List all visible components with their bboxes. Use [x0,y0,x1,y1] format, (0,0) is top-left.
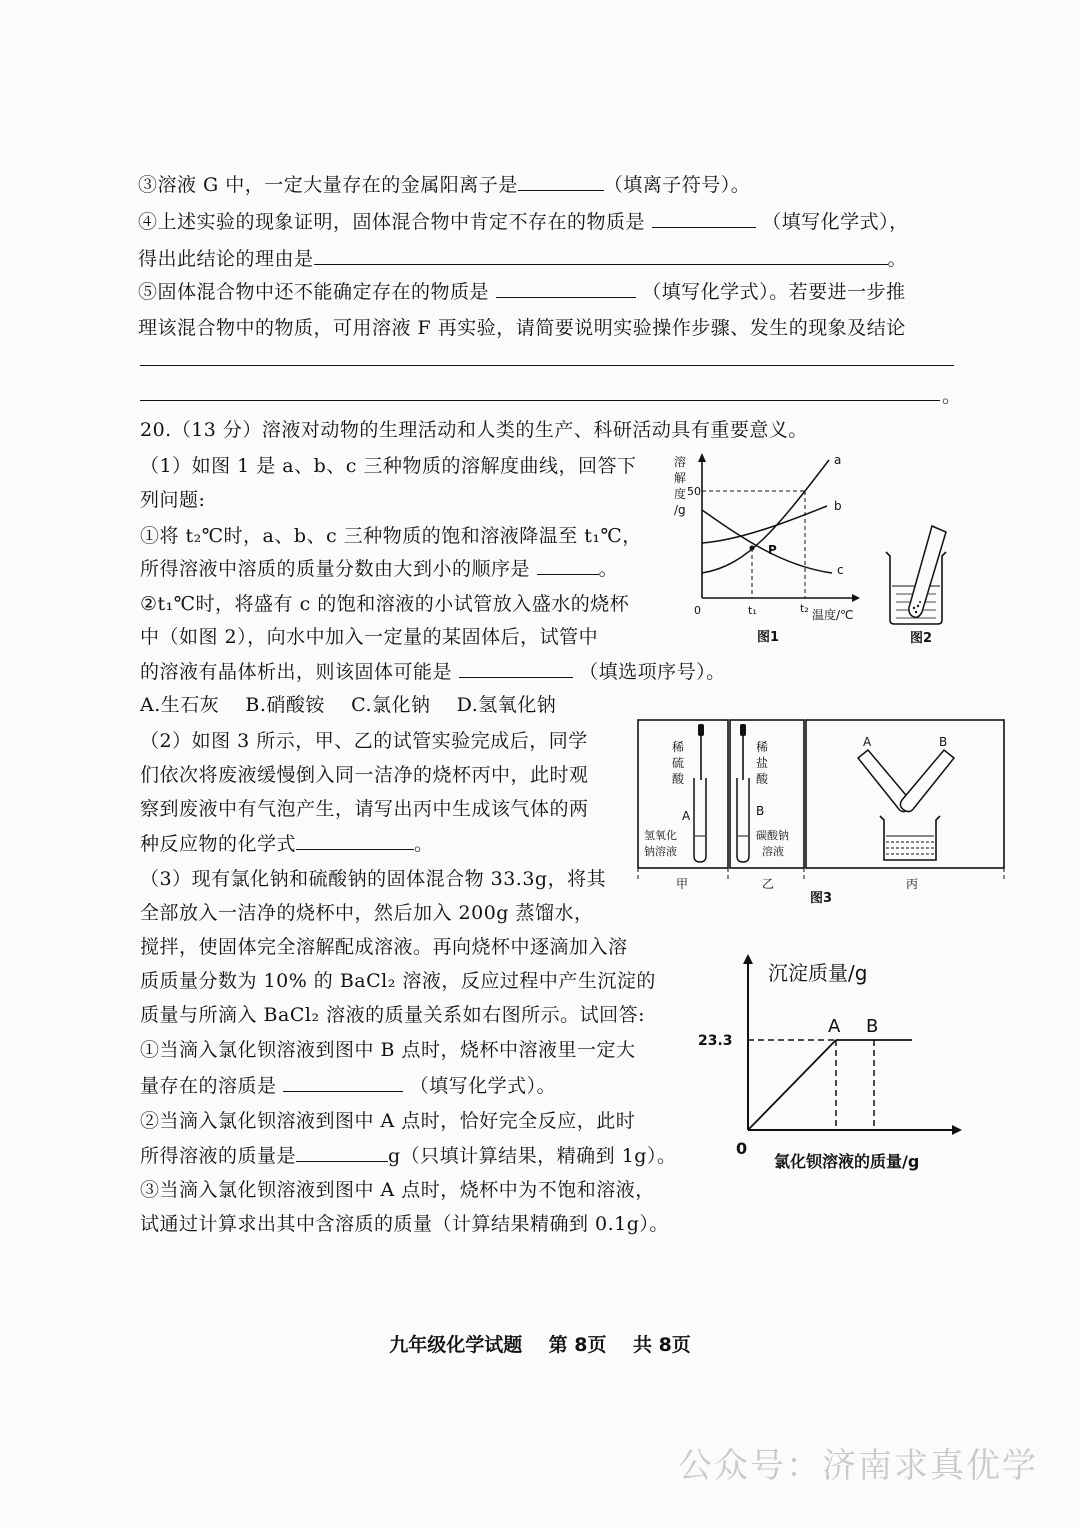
q20-p1-line6: 中（如图 2），向水中加入一定量的某固体后，试管中 [140,626,599,648]
q19-line-5: ⑤固体混合物中还不能确定存在的物质是 （填写化学式）。若要进一步推 [138,281,906,303]
fig2-caption: 图2 [910,631,933,646]
fig3-jia-tube [694,778,706,862]
answer-blank-order[interactable] [537,556,599,575]
q20-p3-line3: 搅拌，使固体完全溶解配成溶液。再向烧杯中逐滴加入溶 [140,936,628,958]
q19-line-4: ④上述实验的现象证明，固体混合物中肯定不存在的物质是 （填写化学式）， [138,211,909,233]
fig1-xlabel: 温度/℃ [812,608,854,622]
fig3-label-jia: 甲 [676,877,689,891]
fig3-yi-solution-2: 溶液 [762,845,784,858]
q20-p3-line2: 全部放入一洁净的烧杯中，然后加入 200g 蒸馏水， [140,902,594,924]
chart-x-arrow [952,1125,962,1135]
q20-p1-line3: ①将 t₂℃时，a、b、c 三种物质的饱和溶液降温至 t₁℃， [140,525,642,547]
answer-blank-reason[interactable] [314,246,888,265]
fig1-label-a: a [834,453,842,467]
q20-p1-line5: ②t₁℃时，将盛有 c 的饱和溶液的小试管放入盛水的烧杯 [140,593,630,615]
fig3-bing-b-label: B [939,735,948,749]
q19-line-6: 理该混合物中的物质，可用溶液 F 再实验，请简要说明实验操作步骤、发生的现象及结论 [138,317,906,339]
chart-point-b-label: B [866,1016,879,1037]
solubility-curve-figure [662,448,872,648]
q20-title: 20.（13 分）溶液对动物的生理活动和人类的生产、科研活动具有重要意义。 [140,419,808,441]
chart-series-rise [748,1040,836,1130]
fig1-t1: t₁ [748,604,757,617]
answer-blank-solid[interactable] [459,659,573,678]
fig1-ylabel-4: /g [674,503,686,517]
answer-blank-absent[interactable] [652,209,756,228]
q20-p3-line7: 量存在的溶质是 （填写化学式）。 [140,1075,557,1097]
q20-p1-line7: 的溶液有晶体析出，则该固体可能是 （填选项序号）。 [140,661,726,683]
fig1-caption: 图1 [757,630,780,645]
fig1-y50: 50 [687,485,701,498]
q20-p2-line1: （2）如图 3 所示，甲、乙的试管实验完成后，同学 [140,730,588,752]
answer-blank-ion[interactable] [518,172,604,191]
fig1-y-arrow [698,453,706,462]
chart-y-arrow [743,954,753,964]
fig3-jia-tube-label: A [682,809,691,823]
answer-line-2[interactable] [140,400,940,401]
chart-y-tick: 23.3 [698,1033,733,1049]
fig3-jia-solution-1: 氢氧化 [644,829,677,842]
page-footer: 九年级化学试题 第 8页 共 8页 [389,1334,691,1356]
q20-options: A.生石灰 B.硝酸铵 C.氯化钠 D.氢氧化钠 [140,694,557,716]
fig3-yi-acid-1: 稀 [756,740,769,754]
chart-ylabel: 沉淀质量/g [768,961,868,985]
fig3-yi-dropper-bulb [740,724,746,736]
q20-p1-line1: （1）如图 1 是 a、b、c 三种物质的溶解度曲线，回答下 [140,455,637,477]
fig3-bing-a-label: A [863,735,872,749]
fig3-jia-acid-2: 硫 [672,756,685,770]
q20-p1-line4: 所得溶液中溶质的质量分数由大到小的顺序是 。 [140,558,619,580]
q20-p3-line9: 所得溶液的质量是 g（只填计算结果，精确到 1g）。 [140,1145,677,1167]
q19-line-reason: 得出此结论的理由是 。 [138,248,908,270]
precipitate-chart [690,950,980,1180]
fig1-x-arrow [852,594,860,602]
q20-p3-line6: ①当滴入氯化钡溶液到图中 B 点时，烧杯中溶液里一定大 [140,1039,636,1061]
fig3-yi-tube [737,778,749,862]
fig3-yi-acid-3: 酸 [756,772,769,786]
fig1-point-p [750,546,755,551]
fig1-label-c: c [837,563,844,577]
fig1-ylabel-2: 解 [674,471,687,485]
fig3-bing-beaker [880,816,940,860]
chart-origin: 0 [736,1139,748,1158]
q20-p2-line3: 察到废液中有气泡产生，请写出丙中生成该气体的两 [140,798,589,820]
fig3-jia-dropper-bulb [698,724,704,736]
beaker-testtube-figure [880,520,960,648]
q20-p2-line4: 种反应物的化学式 。 [140,833,434,855]
fig1-origin: 0 [694,604,701,617]
fig3-label-yi: 乙 [762,877,775,891]
q20-p3-line11: 试通过计算求出其中含溶质的质量（计算结果精确到 0.1g）。 [140,1213,669,1235]
watermark: 公众号：济南求真优学 [678,1446,1038,1486]
q19-line-3: ③溶液 G 中，一定大量存在的金属阳离子是 （填离子符号）。 [138,174,751,196]
answer-blank-reactants[interactable] [296,831,414,850]
q20-p3-line5: 质量与所滴入 BaCl₂ 溶液的质量关系如右图所示。试回答: [140,1004,646,1026]
fig1-label-b: b [834,499,842,513]
q20-p1-line2: 列问题: [140,489,206,511]
q20-p3-line8: ②当滴入氯化钡溶液到图中 A 点时，恰好完全反应，此时 [140,1110,636,1132]
q19-end-mark: 。 [942,385,962,407]
fig1-ylabel-3: 度 [674,487,687,501]
fig1-label-p: P [768,543,777,557]
fig3-caption: 图3 [810,891,833,906]
fig1-ylabel-1: 溶 [674,455,687,469]
experiment-figure-3 [632,716,1010,910]
fig3-yi-solution-1: 碳酸钠 [756,829,789,842]
fig3-label-bing: 丙 [906,877,919,891]
fig3-yi-tube-label: B [756,804,765,818]
fig1-curve-c [702,510,832,573]
q20-p3-line4: 质质量分数为 10% 的 BaCl₂ 溶液，反应过程中产生沉淀的 [140,970,656,992]
fig3-jia-acid-1: 稀 [672,740,685,754]
answer-line-1[interactable] [140,365,954,366]
fig1-curve-a [702,460,829,573]
chart-xlabel: 氯化钡溶液的质量/g [774,1152,920,1171]
answer-blank-mass[interactable] [296,1143,388,1162]
fig3-bing-liquid [886,836,934,854]
q20-p2-line2: 们依次将废液缓慢倒入同一洁净的烧杯丙中，此时观 [140,764,589,786]
fig2-test-tube [909,526,946,617]
q20-p3-line10: ③当滴入氯化钡溶液到图中 A 点时，烧杯中为不饱和溶液， [140,1179,655,1201]
fig3-jia-solution-2: 钠溶液 [644,845,677,858]
answer-blank-uncertain[interactable] [496,279,636,298]
fig1-t2: t₂ [800,602,809,615]
fig3-bing-tube-b [900,750,954,812]
fig3-jia-acid-3: 酸 [672,772,685,786]
fig3-yi-acid-2: 盐 [756,756,769,770]
q20-p3-line1: （3）现有氯化钠和硫酸钠的固体混合物 33.3g，将其 [140,868,607,890]
chart-point-a-label: A [828,1016,841,1037]
answer-blank-solute[interactable] [283,1073,403,1092]
